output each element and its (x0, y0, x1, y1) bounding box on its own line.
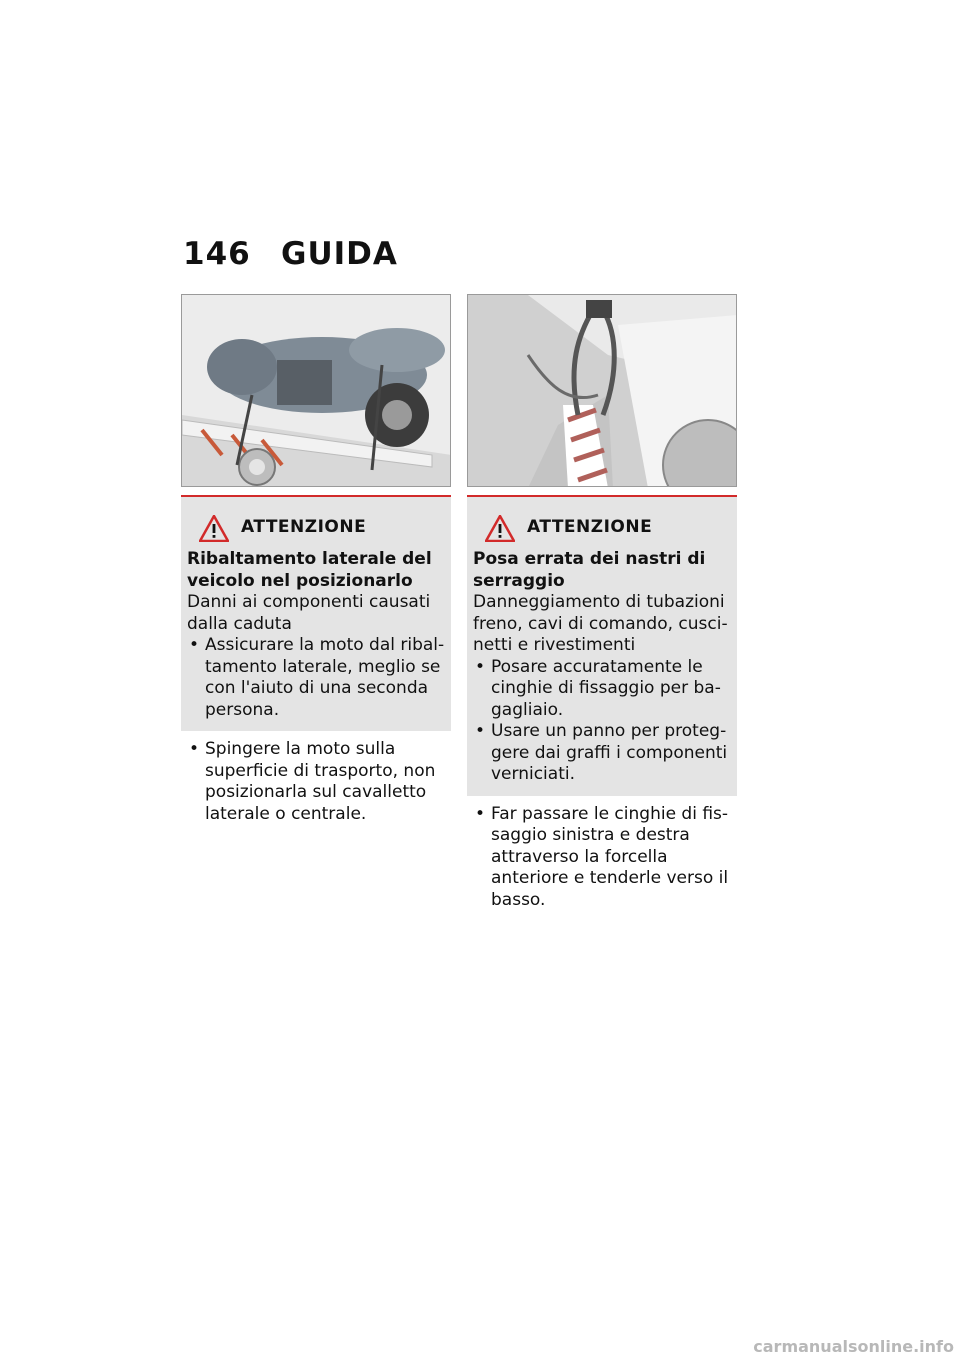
list-item: • Assicurare la moto dal ribaltamento laterale, meglio se con l'aiuto di una seconda persona. (187, 635, 445, 721)
warning-description: Danneggiamento di tubazioni freno, cavi di comando, cuscinetti e rivestimenti (473, 592, 728, 655)
instruction-list-right (467, 804, 737, 912)
section-title: GUIDA (281, 236, 398, 272)
warning-bullets (473, 657, 731, 786)
list-item: • Spingere la moto sulla superficie di trasporto, non posizionarla sul cavalletto laterale o centrale. (187, 739, 451, 825)
right-column (467, 294, 737, 928)
left-column (181, 294, 451, 842)
list-item: • Usare un panno per proteggere dai graffi i componenti verniciati. (473, 721, 731, 786)
warning-title: ATTENZIONE (241, 517, 367, 538)
warning-description: Danni ai componenti causati dalla caduta (187, 592, 431, 634)
warning-subtitle: Posa errata dei nastri di serraggio (473, 549, 706, 591)
instruction-list-left (181, 739, 451, 825)
warning-triangle-icon (199, 515, 229, 542)
motorcycle-trailer-figure (181, 294, 451, 487)
watermark: carmanualsonline.info (753, 1337, 954, 1356)
list-item: • Far passare le cinghie di fissaggio sinistra e destra attraverso la forcella anteriore e tenderle verso il basso. (473, 804, 737, 912)
fork-strap-figure (467, 294, 737, 487)
warning-header (485, 511, 731, 545)
page-header (183, 236, 398, 272)
warning-bullets (187, 635, 445, 721)
warning-box-left (181, 495, 451, 731)
warning-subtitle: Ribaltamento laterale del veicolo nel posizionarlo (187, 549, 432, 591)
warning-title: ATTENZIONE (527, 517, 653, 538)
warning-triangle-icon (485, 515, 515, 542)
page-number: 146 (183, 236, 251, 272)
list-item: • Posare accuratamente le cinghie di fissaggio per bagagliaio. (473, 657, 731, 722)
warning-header (199, 511, 445, 545)
warning-box-right (467, 495, 737, 796)
